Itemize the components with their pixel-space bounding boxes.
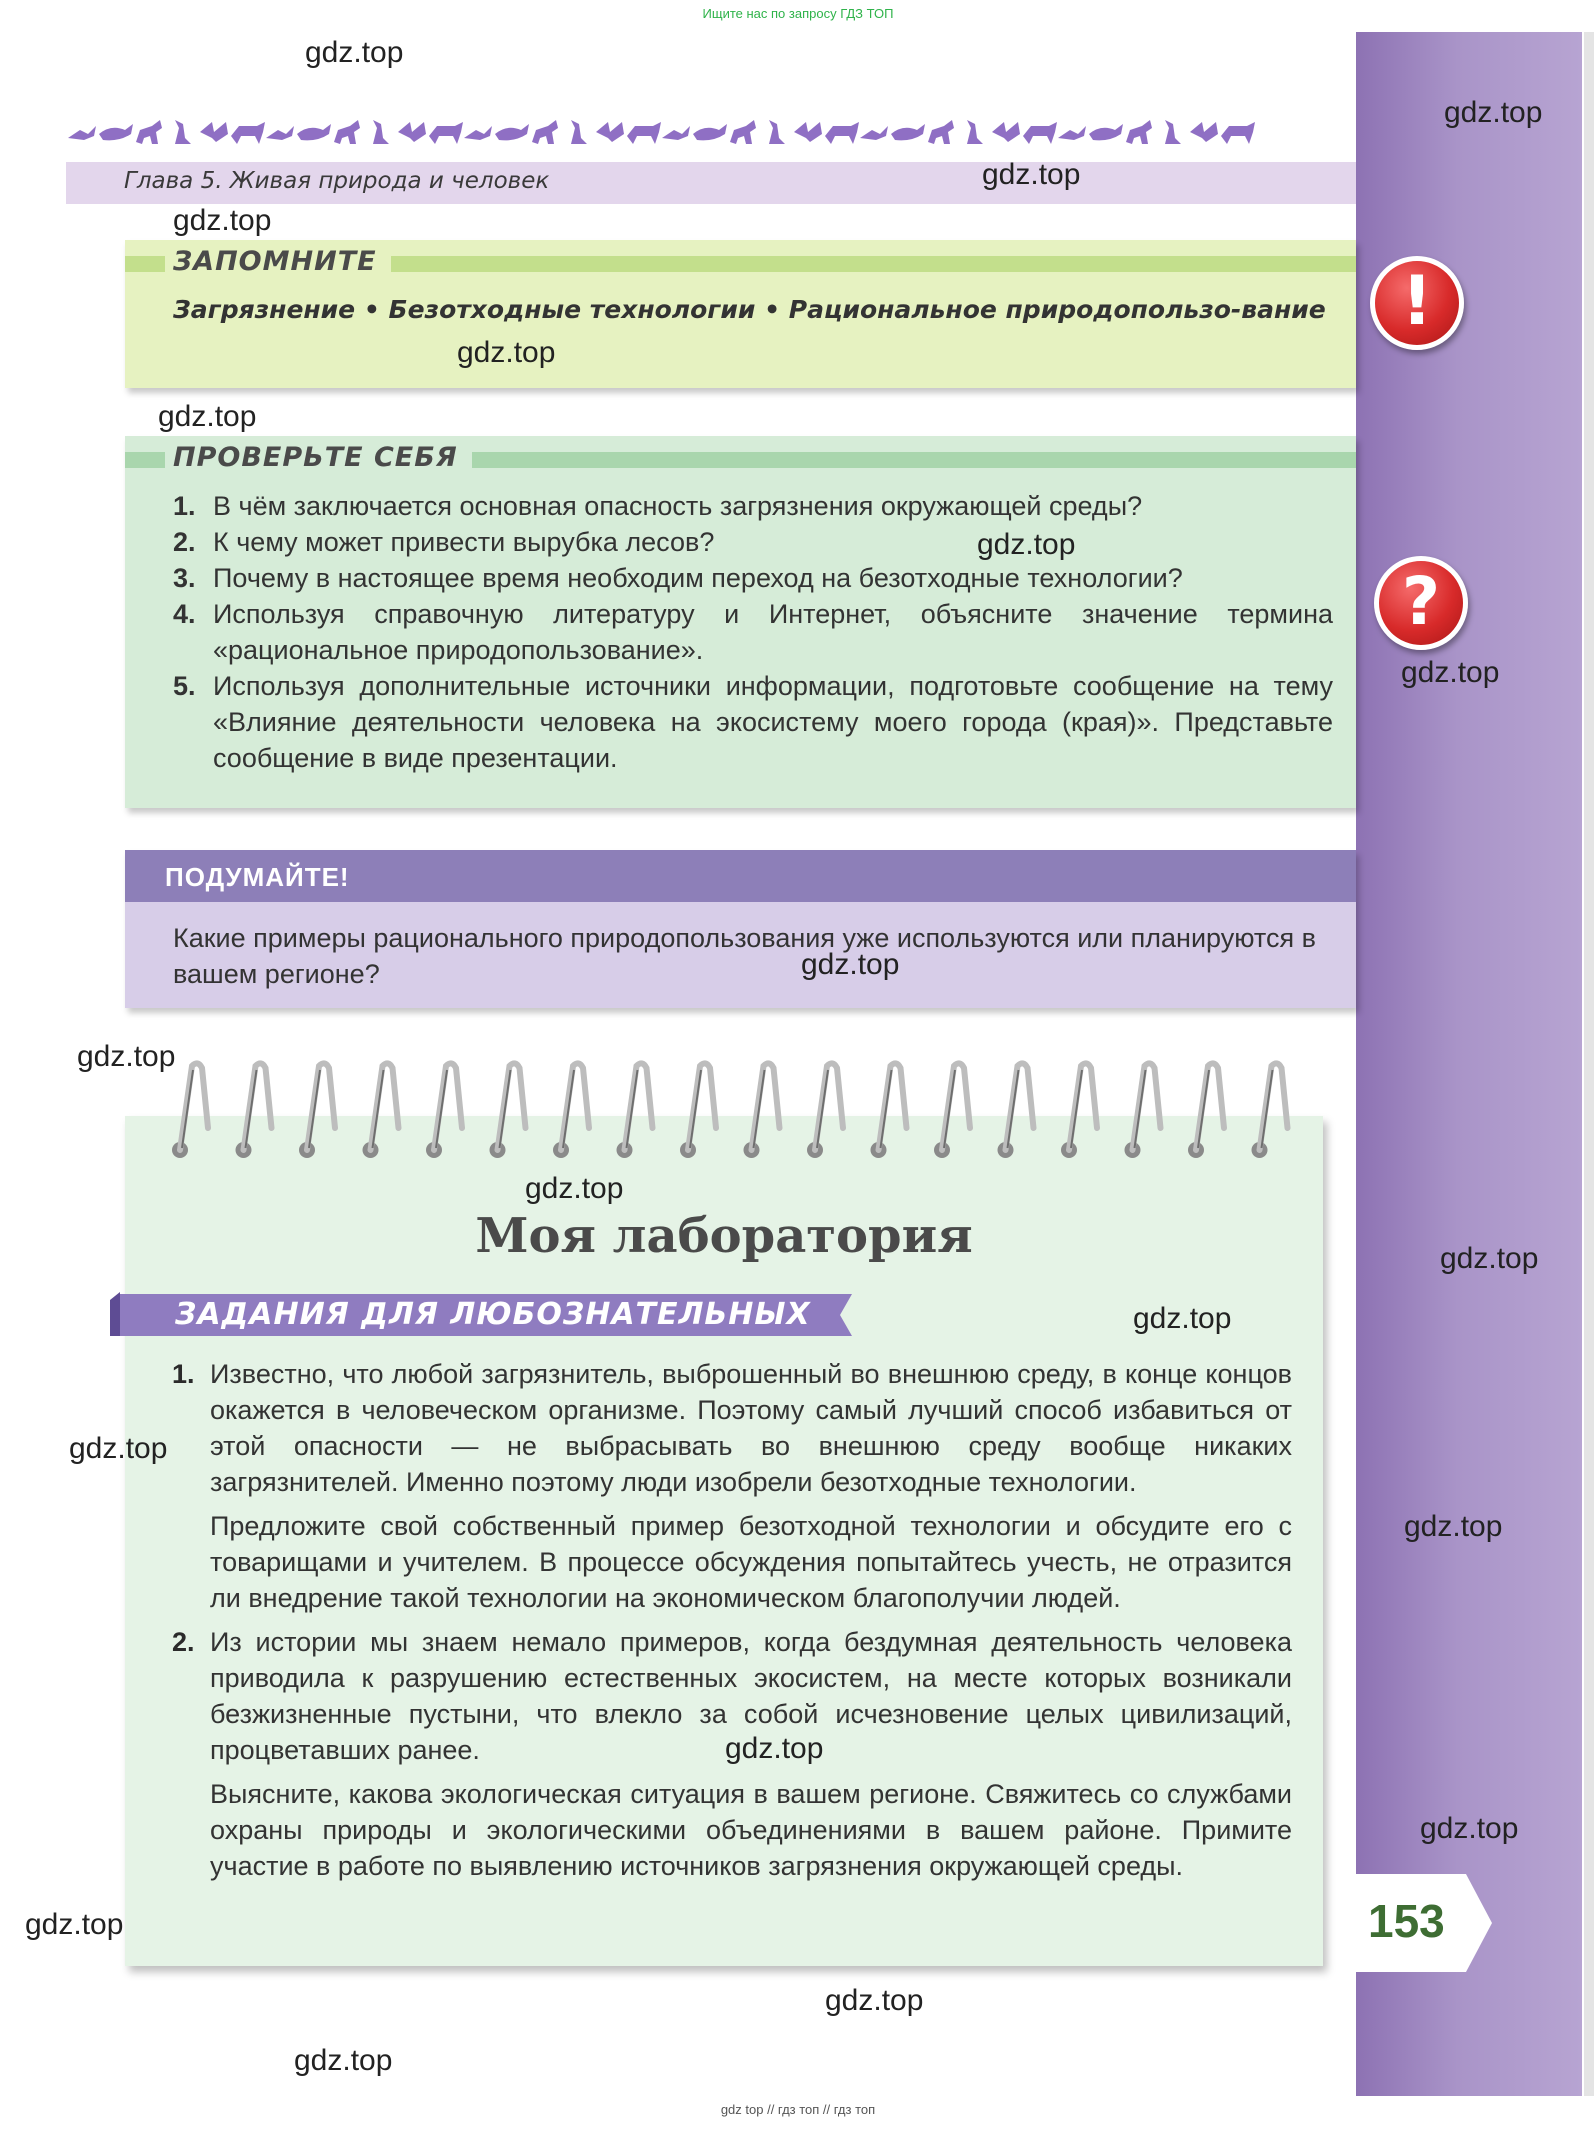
watermark: gdz.top: [173, 204, 272, 237]
spiral-ring-icon: [236, 1063, 272, 1158]
watermark: gdz.top: [158, 400, 257, 433]
watermark: gdz.top: [1401, 656, 1500, 689]
think-box: [125, 850, 1356, 1008]
animal-silhouette-icon: [334, 120, 360, 144]
watermark: gdz.top: [825, 1984, 924, 2017]
tasks-heading: ЗАДАНИЯ ДЛЯ ЛЮБОЗНАТЕЛЬНЫХ: [175, 1297, 811, 1332]
task-number: 1.: [172, 1359, 195, 1389]
chapter-header-bar: [66, 162, 1356, 204]
animal-silhouette-icon: [596, 122, 624, 142]
question-number: 1.: [173, 491, 196, 521]
animal-silhouette-icon: [200, 122, 228, 142]
animal-silhouette-icon: [99, 124, 133, 140]
animal-silhouette-icon: [495, 124, 529, 140]
task-number: 2.: [172, 1627, 195, 1657]
watermark: gdz.top: [725, 1732, 824, 1765]
top-banner: Ищите нас по запросу ГДЗ ТОП: [702, 6, 894, 21]
footer-links: gdz top // гдз топ // гдз топ: [720, 2102, 876, 2117]
animal-silhouette-icon: [693, 124, 727, 140]
animal-silhouettes-border: [66, 116, 1266, 150]
spiral-ring-icon: [998, 1063, 1034, 1158]
spiral-ring-icon: [1061, 1063, 1097, 1158]
watermark: gdz.top: [982, 158, 1081, 191]
question-number: 4.: [173, 599, 196, 629]
animal-silhouette-icon: [1165, 120, 1181, 144]
watermark: gdz.top: [77, 1040, 176, 1073]
question-number: 3.: [173, 563, 196, 593]
task-assignment: Выясните, какова экологическая ситуация в вашем регионе. Свяжитесь со службами охраны природы и экологическими объединениями в вашем районе. Примите участие в работе по выявлению источников загрязнения окружающей среды.: [210, 1779, 1292, 1881]
exclamation-icon: !: [1370, 256, 1464, 350]
spiral-ring-icon: [934, 1063, 970, 1158]
watermark: gdz.top: [1444, 96, 1543, 129]
think-header-bar: [125, 850, 1356, 902]
remember-terms: Загрязнение • Безотходные технологии • Рациональное природопользо-вание: [173, 295, 1326, 324]
spiral-ring-icon: [553, 1063, 589, 1158]
page-number: 153: [1368, 1895, 1445, 1947]
spiral-ring-icon: [871, 1063, 907, 1158]
animal-silhouette-icon: [992, 122, 1020, 142]
check-question: [173, 524, 1333, 560]
animal-silhouette-icon: [429, 122, 463, 144]
chapter-title: Глава 5. Живая природа и человек: [124, 168, 550, 194]
spiral-ring-icon: [680, 1063, 716, 1158]
animal-silhouette-icon: [1023, 122, 1057, 144]
animal-silhouette-icon: [1190, 122, 1218, 142]
question-number: 2.: [173, 527, 196, 557]
task-text: Известно, что любой загрязнитель, выброшенный во внешнюю среду, в конце концов окажется в человеческом организме. Поэтому самый лучший способ избавиться от этой опасности — не выбрасывать во внешнюю среду вообще никаких загрязнителей. Именно поэтому люди изобрели безотходные технологии.: [210, 1359, 1292, 1497]
watermark: gdz.top: [1420, 1812, 1519, 1845]
animal-silhouette-icon: [662, 126, 690, 140]
animal-silhouette-icon: [1089, 124, 1123, 140]
watermark: gdz.top: [69, 1432, 168, 1465]
watermark: gdz.top: [1133, 1302, 1232, 1335]
spiral-ring-icon: [363, 1063, 399, 1158]
think-question: Какие примеры рационального природопользования уже используются или планируются в вашем регионе?: [173, 923, 1316, 989]
check-question: [173, 560, 1333, 596]
task-text: Из истории мы знаем немало примеров, когда бездумная деятельность человека приводила к разрушению естественных экосистем, на месте которых возникали безжизненные пустыни, что влекло за собой исчезновение целых цивилизаций, процветавших ранее.: [210, 1627, 1292, 1765]
think-heading: ПОДУМАЙТЕ!: [165, 862, 350, 892]
animal-silhouette-icon: [373, 120, 389, 144]
watermark: gdz.top: [305, 36, 404, 69]
lab-title: Моя лаборатория: [475, 1208, 973, 1264]
animal-silhouette-icon: [464, 126, 492, 140]
watermark: gdz.top: [294, 2044, 393, 2077]
animal-silhouette-icon: [1221, 122, 1255, 144]
animal-silhouette-icon: [627, 122, 661, 144]
lab-task-list: [172, 1356, 1292, 1892]
spiral-ring-icon: [1188, 1063, 1224, 1158]
animal-silhouette-icon: [398, 122, 426, 142]
animal-silhouette-icon: [825, 122, 859, 144]
watermark: gdz.top: [457, 336, 556, 369]
spiral-ring-icon: [299, 1063, 335, 1158]
check-heading: ПРОВЕРЬТЕ СЕБЯ: [165, 442, 472, 473]
animal-silhouette-icon: [730, 120, 756, 144]
question-number: 5.: [173, 671, 196, 701]
animal-silhouette-icon: [1058, 126, 1086, 140]
spiral-ring-icon: [744, 1063, 780, 1158]
animal-silhouette-icon: [231, 122, 265, 144]
question-text: В чём заключается основная опасность загрязнения окружающей среды?: [213, 491, 1143, 521]
question-text: Используя справочную литературу и Интернет, объясните значение термина «рациональное природопользование».: [213, 599, 1333, 665]
animal-silhouette-icon: [571, 120, 587, 144]
spiral-ring-icon: [426, 1063, 462, 1158]
lab-task: [172, 1356, 1292, 1616]
check-question: [173, 668, 1333, 776]
animal-silhouette-icon: [1126, 120, 1152, 144]
question-text: Используя дополнительные источники информации, подготовьте сообщение на тему «Влияние деятельности человека на экосистему моего города (края)». Представьте сообщение в виде презентации.: [213, 671, 1333, 773]
animal-silhouette-icon: [891, 124, 925, 140]
watermark: gdz.top: [525, 1172, 624, 1205]
notebook-spiral-rings: [160, 1058, 1330, 1168]
watermark: gdz.top: [801, 948, 900, 981]
watermark: gdz.top: [1404, 1510, 1503, 1543]
watermark: gdz.top: [977, 528, 1076, 561]
page-edge-strip: [1584, 32, 1594, 2096]
animal-silhouette-icon: [532, 120, 558, 144]
remember-heading: ЗАПОМНИТЕ: [165, 246, 391, 277]
animal-silhouette-icon: [136, 120, 162, 144]
animal-silhouette-icon: [297, 124, 331, 140]
spiral-ring-icon: [617, 1063, 653, 1158]
animal-silhouette-icon: [794, 122, 822, 142]
check-question: [173, 596, 1333, 668]
animal-silhouette-icon: [860, 126, 888, 140]
question-text: Почему в настоящее время необходим переход на безотходные технологии?: [213, 563, 1183, 593]
spiral-ring-icon: [1252, 1063, 1288, 1158]
watermark: gdz.top: [1440, 1242, 1539, 1275]
spiral-ring-icon: [172, 1063, 208, 1158]
spiral-ring-icon: [490, 1063, 526, 1158]
task-assignment: Предложите свой собственный пример безотходной технологии и обсудите его с товарищами и учителем. В процессе обсуждения попытайтесь учесть, не отразится ли внедрение такой технологии на экономическом благополучии людей.: [210, 1511, 1292, 1613]
question-mark-icon: ?: [1374, 556, 1468, 650]
animal-silhouette-icon: [68, 126, 96, 140]
check-question-list: [173, 488, 1333, 776]
spiral-ring-icon: [1125, 1063, 1161, 1158]
watermark: gdz.top: [25, 1908, 124, 1941]
animal-silhouette-icon: [769, 120, 785, 144]
question-text: К чему может привести вырубка лесов?: [213, 527, 715, 557]
animal-silhouette-icon: [967, 120, 983, 144]
remember-box: [125, 240, 1356, 388]
animal-silhouette-icon: [928, 120, 954, 144]
check-yourself-box: [125, 436, 1356, 808]
spiral-ring-icon: [807, 1063, 843, 1158]
check-question: [173, 488, 1333, 524]
animal-silhouette-icon: [175, 120, 191, 144]
animal-silhouette-icon: [266, 126, 294, 140]
